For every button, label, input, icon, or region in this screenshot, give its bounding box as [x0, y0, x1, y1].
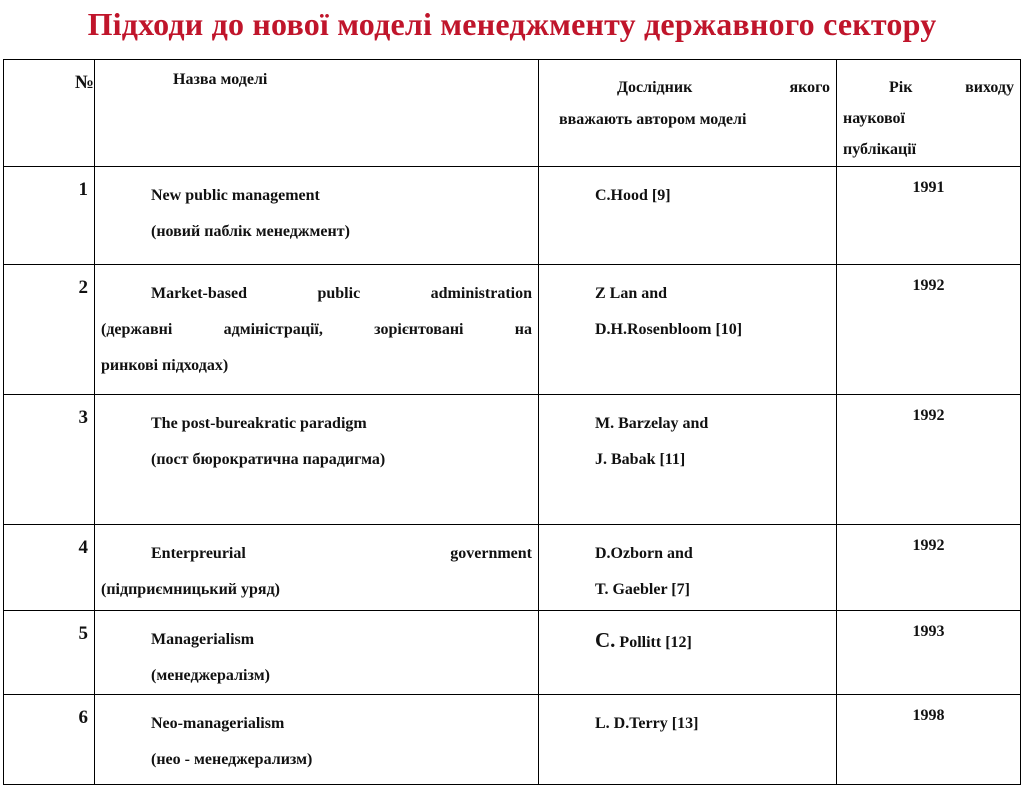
author-line2: J. Babak [11]: [595, 451, 686, 468]
model-name-uk: (підприємницький уряд): [101, 581, 280, 598]
header-author-line1: Дослідник якого: [617, 79, 830, 96]
header-year-line1: Рік виходу: [889, 79, 1014, 96]
model-name-en: New public management: [151, 187, 320, 204]
header-author-line2: вважають автором моделі: [559, 111, 747, 128]
header-name: Назва моделі: [95, 60, 539, 167]
row-model-name: [95, 167, 539, 265]
row-author: [539, 525, 837, 611]
model-name-uk: (новий паблік менеджмент): [151, 223, 350, 240]
author-line1: C.Hood [9]: [595, 187, 671, 204]
row-year: 1998: [837, 695, 1021, 785]
row-num: 1: [4, 167, 95, 265]
model-name-uk: (пост бюрократична парадигма): [151, 451, 386, 468]
row-year: 1991: [837, 167, 1021, 265]
header-author: [539, 60, 837, 167]
row-num: 5: [4, 611, 95, 695]
row-model-name: [95, 695, 539, 785]
author-line1: M. Barzelay and: [595, 415, 709, 432]
header-year-line2: наукової: [843, 110, 905, 127]
row-num: 4: [4, 525, 95, 611]
table-row: [4, 395, 1021, 525]
row-year: 1993: [837, 611, 1021, 695]
model-name-uk: (державні адміністрації, зорієнтовані на: [101, 321, 532, 338]
table-row: [4, 167, 1021, 265]
table-row: [4, 611, 1021, 695]
row-model-name: [95, 611, 539, 695]
row-year: 1992: [837, 265, 1021, 395]
model-name-en: Market-based public administration: [151, 285, 532, 302]
author-line2: T. Gaebler [7]: [595, 581, 690, 598]
row-year: 1992: [837, 395, 1021, 525]
row-author: [539, 265, 837, 395]
header-year: [837, 60, 1021, 167]
header-year-line3: публікації: [843, 141, 917, 158]
models-table: [3, 59, 1021, 785]
header-num: №: [4, 60, 95, 167]
author-line2: D.H.Rosenbloom [10]: [595, 321, 743, 338]
model-name-en: Neo-managerialism: [151, 715, 285, 732]
model-name-en: Managerialism: [151, 631, 255, 648]
row-author: [539, 167, 837, 265]
author-surname: Pollitt [12]: [615, 634, 692, 651]
row-num: 6: [4, 695, 95, 785]
row-model-name: [95, 395, 539, 525]
row-num: 3: [4, 395, 95, 525]
model-name-uk-cont: ринкові підходах): [101, 357, 229, 374]
row-model-name: [95, 525, 539, 611]
author-line1: D.Ozborn and: [595, 545, 693, 562]
model-name-en: The post-bureakratic paradigm: [151, 415, 367, 432]
page-title: Підходи до нової моделі менеджменту державного сектору: [87, 6, 937, 42]
table-header-row: [4, 60, 1021, 167]
row-author: [539, 395, 837, 525]
row-model-name: [95, 265, 539, 395]
author-line1: Z Lan and: [595, 285, 668, 302]
author-line1: [595, 622, 830, 661]
table-row: [4, 265, 1021, 395]
table-row: [4, 525, 1021, 611]
model-name-uk: (нео - менеджерализм): [151, 751, 313, 768]
model-name-uk: (менеджералізм): [151, 667, 270, 684]
author-line1: L. D.Terry [13]: [595, 715, 699, 732]
row-author: [539, 611, 837, 695]
table-row: [4, 695, 1021, 785]
row-author: [539, 695, 837, 785]
author-initial: C.: [595, 628, 616, 652]
row-year: 1992: [837, 525, 1021, 611]
model-name-en: Enterpreurial government: [151, 545, 532, 562]
row-num: 2: [4, 265, 95, 395]
